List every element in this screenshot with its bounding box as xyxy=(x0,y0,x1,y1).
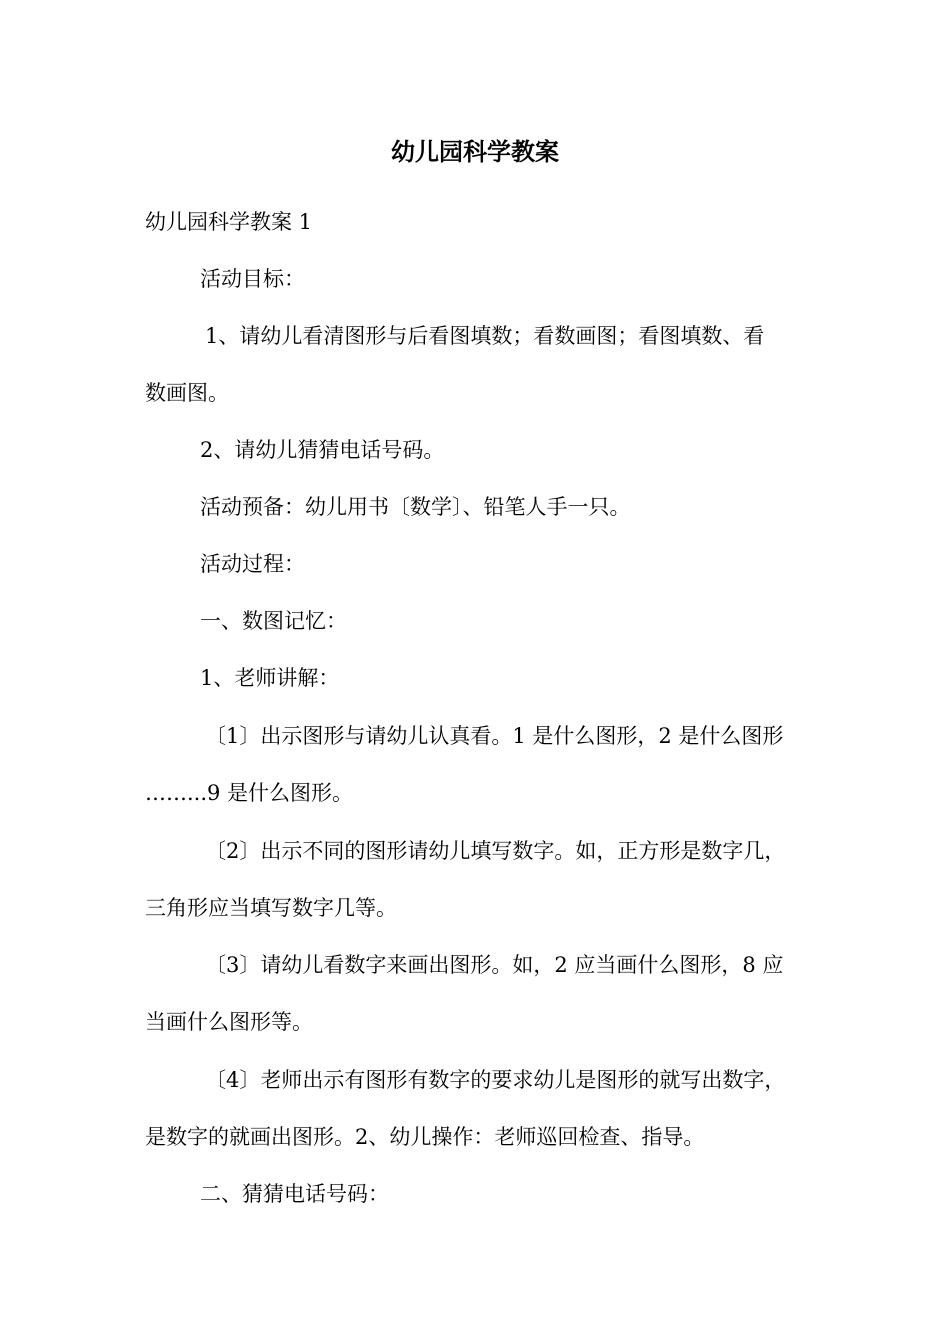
document-title: 幼儿园科学教案 xyxy=(391,137,559,166)
paragraph-item-4: 〔4〕老师出示有图形有数字的要求幼儿是图形的就写出数字， xyxy=(205,1068,786,1092)
paragraph-item-2: 〔2〕出示不同的图形请幼儿填写数字。如，正方形是数字几， xyxy=(205,839,786,863)
paragraph-item-2-cont: 三角形应当填写数字几等。 xyxy=(145,896,397,920)
paragraph-goal-1: 1、请幼儿看清图形与后看图填数；看数画图；看图填数、看 xyxy=(205,324,765,348)
paragraph-step-two: 二、猜猜电话号码： xyxy=(200,1182,389,1206)
paragraph-goal-2: 2、请幼儿猜猜电话号码。 xyxy=(200,438,445,462)
paragraph-process: 活动过程： xyxy=(200,552,305,576)
section-heading: 幼儿园科学教案 1 xyxy=(145,210,313,234)
paragraph-goal-1-cont: 数画图。 xyxy=(145,381,229,405)
paragraph-item-1: 〔1〕出示图形与请幼儿认真看。1 是什么图形，2 是什么图形 xyxy=(205,724,784,748)
paragraph-item-1-cont: ……...9 是什么图形。 xyxy=(145,781,354,805)
paragraph-preparation: 活动预备：幼儿用书〔数学〕、铅笔人手一只。 xyxy=(200,495,631,519)
paragraph-item-3: 〔3〕请幼儿看数字来画出图形。如，2 应当画什么图形，8 应 xyxy=(205,953,784,977)
paragraph-activity-goal: 活动目标： xyxy=(200,267,305,291)
paragraph-step-one: 一、数图记忆： xyxy=(200,609,347,633)
paragraph-teacher-explain: 1、老师讲解： xyxy=(200,666,340,690)
paragraph-item-4-cont: 是数字的就画出图形。2、幼儿操作：老师巡回检查、指导。 xyxy=(145,1125,705,1149)
paragraph-item-3-cont: 当画什么图形等。 xyxy=(145,1010,313,1034)
